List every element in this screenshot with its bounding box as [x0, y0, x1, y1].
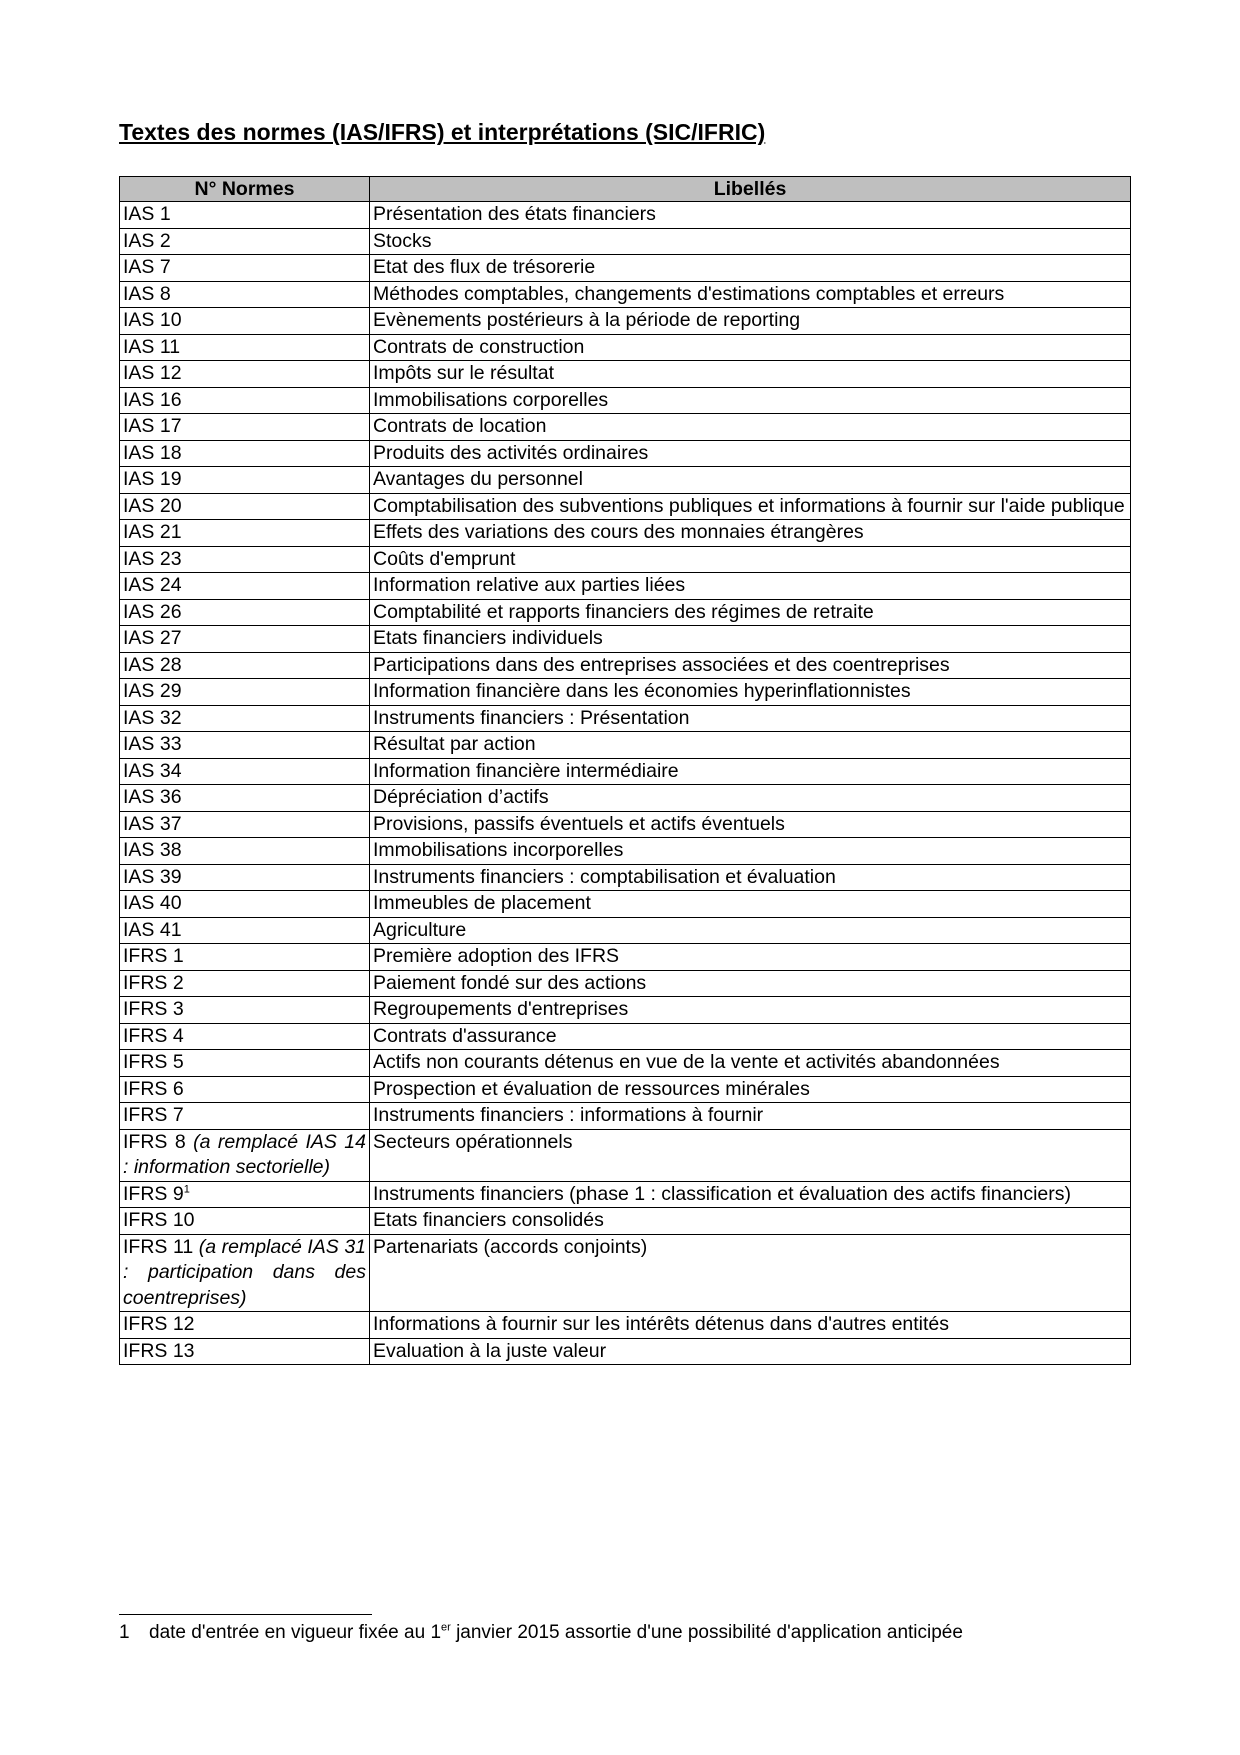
norm-label: Impôts sur le résultat: [370, 361, 1131, 388]
table-row: [120, 679, 1131, 706]
norm-label: Instruments financiers : comptabilisation et évaluation: [370, 864, 1131, 891]
norm-number: IAS 19: [123, 468, 182, 490]
table-row: [120, 652, 1131, 679]
norm-number-cell: [120, 652, 370, 679]
norm-number: IAS 16: [123, 388, 182, 411]
table-row: [120, 1181, 1131, 1208]
table-header-row: [120, 177, 1131, 202]
norm-number-cell: [120, 1338, 370, 1365]
table-row: [120, 997, 1131, 1024]
norm-number-cell: [120, 228, 370, 255]
norm-label: Instruments financiers : informations à fournir: [370, 1103, 1131, 1130]
norm-number: IAS 1: [123, 203, 171, 225]
norm-label: Agriculture: [370, 917, 1131, 944]
norm-number: IAS 36: [123, 786, 182, 808]
table-row: [120, 944, 1131, 971]
norm-number: IAS 11: [123, 335, 181, 358]
norm-number-cell: [120, 838, 370, 865]
norm-label: Contrats de construction: [370, 334, 1131, 361]
norm-number-cell: [120, 864, 370, 891]
norm-label: Secteurs opérationnels: [370, 1129, 1131, 1181]
table-row: [120, 785, 1131, 812]
norm-number: IAS 39: [123, 865, 182, 888]
norm-number-cell: [120, 1076, 370, 1103]
norm-label: Evaluation à la juste valeur: [370, 1338, 1131, 1365]
norm-number: IFRS 9: [123, 1182, 184, 1205]
norm-label: Dépréciation d’actifs: [370, 785, 1131, 812]
norm-number-cell: [120, 520, 370, 547]
norm-number: IAS 24: [123, 574, 182, 596]
table-row: [120, 1129, 1131, 1181]
table-row: [120, 1208, 1131, 1235]
norm-number: IAS 18: [123, 441, 182, 464]
norm-label: Immobilisations incorporelles: [370, 838, 1131, 865]
norm-label: Actifs non courants détenus en vue de la vente et activités abandonnées: [370, 1050, 1131, 1077]
norm-number-cell: [120, 1023, 370, 1050]
norm-number: IAS 27: [123, 627, 182, 649]
norm-number: IAS 8: [123, 282, 171, 305]
norm-label: Comptabilisation des subventions publiques et informations à fournir sur l'aide publique: [370, 493, 1131, 520]
norm-number: IAS 40: [123, 892, 182, 914]
norm-number: IAS 32: [123, 706, 182, 729]
table-row: [120, 493, 1131, 520]
norm-label: Information relative aux parties liées: [370, 573, 1131, 600]
norm-number-cell: [120, 626, 370, 653]
norm-label: Stocks: [370, 228, 1131, 255]
table-row: [120, 1103, 1131, 1130]
norm-label: Avantages du personnel: [370, 467, 1131, 494]
norm-label: Comptabilité et rapports financiers des régimes de retraite: [370, 599, 1131, 626]
norm-number-cell: [120, 281, 370, 308]
norm-number: IFRS 1: [123, 945, 184, 967]
norm-number-cell: [120, 493, 370, 520]
norm-number: IAS 17: [123, 415, 182, 437]
norm-number-cell: [120, 970, 370, 997]
norm-label: Etats financiers individuels: [370, 626, 1131, 653]
norm-number-cell: [120, 1103, 370, 1130]
norm-label: Regroupements d'entreprises: [370, 997, 1131, 1024]
norm-replacement-note: (a remplacé IAS 14 : information sectorielle): [123, 1130, 367, 1178]
norm-label: Contrats d'assurance: [370, 1023, 1131, 1050]
table-row: [120, 281, 1131, 308]
header-label: Libellés: [370, 177, 1131, 202]
norm-number-cell: [120, 308, 370, 335]
table-row: [120, 202, 1131, 229]
norm-number-cell: [120, 917, 370, 944]
norm-number: IAS 21: [123, 521, 182, 543]
table-row: [120, 440, 1131, 467]
table-row: [120, 599, 1131, 626]
table-row: [120, 917, 1131, 944]
norm-label: Prospection et évaluation de ressources minérales: [370, 1076, 1131, 1103]
norm-number-cell: [120, 1234, 370, 1312]
table-row: [120, 1076, 1131, 1103]
norms-table-body: [120, 202, 1131, 1365]
norm-label: Evènements postérieurs à la période de reporting: [370, 308, 1131, 335]
table-row: [120, 387, 1131, 414]
norm-number: IFRS 8: [123, 1130, 186, 1153]
footnote-superscript: er: [441, 1621, 451, 1634]
norm-number: IAS 10: [123, 309, 182, 331]
norm-label: Information financière intermédiaire: [370, 758, 1131, 785]
norm-number-cell: [120, 891, 370, 918]
norm-number: IAS 2: [123, 229, 171, 252]
norm-number: IAS 33: [123, 733, 182, 755]
norm-number-cell: [120, 440, 370, 467]
table-row: [120, 334, 1131, 361]
norm-label: Méthodes comptables, changements d'estimations comptables et erreurs: [370, 281, 1131, 308]
norm-number-cell: [120, 785, 370, 812]
norm-number-cell: [120, 1129, 370, 1181]
norm-number-cell: [120, 387, 370, 414]
norm-number-cell: [120, 467, 370, 494]
norm-number: IFRS 2: [123, 971, 184, 994]
norm-label: Informations à fournir sur les intérêts détenus dans d'autres entités: [370, 1312, 1131, 1339]
norm-number: IFRS 13: [123, 1339, 195, 1362]
norm-number-cell: [120, 546, 370, 573]
table-row: [120, 970, 1131, 997]
norm-number: IFRS 11: [123, 1235, 194, 1258]
footnote-text-before: date d'entrée en vigueur fixée au 1: [149, 1622, 442, 1643]
norm-label: Effets des variations des cours des monnaies étrangères: [370, 520, 1131, 547]
table-row: [120, 1312, 1131, 1339]
table-row: [120, 758, 1131, 785]
norm-number-cell: [120, 573, 370, 600]
norm-number-cell: [120, 997, 370, 1024]
norm-number-cell: [120, 944, 370, 971]
table-row: [120, 626, 1131, 653]
table-row: [120, 308, 1131, 335]
norm-label: Contrats de location: [370, 414, 1131, 441]
footnote: [119, 1621, 963, 1645]
norm-number: IFRS 5: [123, 1051, 184, 1073]
footnote-text-after: janvier 2015 assortie d'une possibilité d'application anticipée: [450, 1622, 963, 1643]
table-row: [120, 467, 1131, 494]
page-title: Textes des normes (IAS/IFRS) et interprétations (SIC/IFRIC): [119, 119, 766, 145]
norm-number-cell: [120, 705, 370, 732]
norm-number: IAS 37: [123, 812, 182, 835]
table-row: [120, 1023, 1131, 1050]
norm-number-cell: [120, 1312, 370, 1339]
table-row: [120, 891, 1131, 918]
table-row: [120, 414, 1131, 441]
norm-number: IAS 41: [123, 918, 182, 941]
table-row: [120, 520, 1131, 547]
norm-label: Première adoption des IFRS: [370, 944, 1131, 971]
norm-number: IFRS 4: [123, 1024, 184, 1047]
norm-label: Instruments financiers (phase 1 : classification et évaluation des actifs financiers): [370, 1181, 1131, 1208]
norm-number: IAS 20: [123, 494, 182, 517]
norm-number-cell: [120, 811, 370, 838]
table-row: [120, 546, 1131, 573]
norm-number-cell: [120, 679, 370, 706]
norm-number: IAS 28: [123, 653, 182, 676]
norm-label: Partenariats (accords conjoints): [370, 1234, 1131, 1312]
table-row: [120, 864, 1131, 891]
norm-label: Produits des activités ordinaires: [370, 440, 1131, 467]
norm-label: Paiement fondé sur des actions: [370, 970, 1131, 997]
norm-number-cell: [120, 1181, 370, 1208]
norm-label: Immobilisations corporelles: [370, 387, 1131, 414]
norm-label: Instruments financiers : Présentation: [370, 705, 1131, 732]
footnote-number: 1: [119, 1622, 130, 1643]
footnote-reference[interactable]: 1: [183, 1183, 190, 1195]
norm-replacement-note: (a remplacé IAS 31 : participation dans des coentreprises): [123, 1235, 367, 1309]
norm-number: IAS 29: [123, 680, 182, 702]
norm-label: Coûts d'emprunt: [370, 546, 1131, 573]
norms-table: [119, 176, 1131, 1365]
norm-number: IAS 7: [123, 256, 171, 278]
table-row: [120, 705, 1131, 732]
norm-label: Participations dans des entreprises associées et des coentreprises: [370, 652, 1131, 679]
norm-number: IFRS 12: [123, 1313, 195, 1335]
norm-number: IFRS 6: [123, 1077, 184, 1100]
norm-number: IFRS 7: [123, 1104, 184, 1126]
norm-label: Information financière dans les économies hyperinflationnistes: [370, 679, 1131, 706]
norm-number-cell: [120, 1208, 370, 1235]
norm-number-cell: [120, 414, 370, 441]
norm-label: Présentation des états financiers: [370, 202, 1131, 229]
table-row: [120, 255, 1131, 282]
norm-number-cell: [120, 599, 370, 626]
table-row: [120, 573, 1131, 600]
table-row: [120, 811, 1131, 838]
norm-number: IAS 26: [123, 600, 182, 623]
norm-label: Etats financiers consolidés: [370, 1208, 1131, 1235]
norm-number-cell: [120, 255, 370, 282]
table-row: [120, 732, 1131, 759]
table-row: [120, 1050, 1131, 1077]
norm-number-cell: [120, 361, 370, 388]
footnote-separator: [119, 1614, 372, 1615]
norm-number-cell: [120, 732, 370, 759]
norm-number-cell: [120, 334, 370, 361]
norm-number: IAS 12: [123, 362, 182, 384]
norm-number-cell: [120, 202, 370, 229]
norm-number: IFRS 3: [123, 998, 184, 1020]
norm-number: IAS 34: [123, 759, 182, 782]
norm-label: Résultat par action: [370, 732, 1131, 759]
header-norm-number: N° Normes: [120, 177, 370, 202]
norm-number-cell: [120, 1050, 370, 1077]
table-row: [120, 838, 1131, 865]
norm-label: Provisions, passifs éventuels et actifs éventuels: [370, 811, 1131, 838]
norm-number-cell: [120, 758, 370, 785]
norm-number: IAS 23: [123, 547, 182, 570]
table-row: [120, 228, 1131, 255]
table-row: [120, 1234, 1131, 1312]
norm-number: IFRS 10: [123, 1209, 195, 1231]
norm-number: IAS 38: [123, 839, 182, 861]
norm-label: Etat des flux de trésorerie: [370, 255, 1131, 282]
norm-label: Immeubles de placement: [370, 891, 1131, 918]
table-row: [120, 361, 1131, 388]
table-row: [120, 1338, 1131, 1365]
